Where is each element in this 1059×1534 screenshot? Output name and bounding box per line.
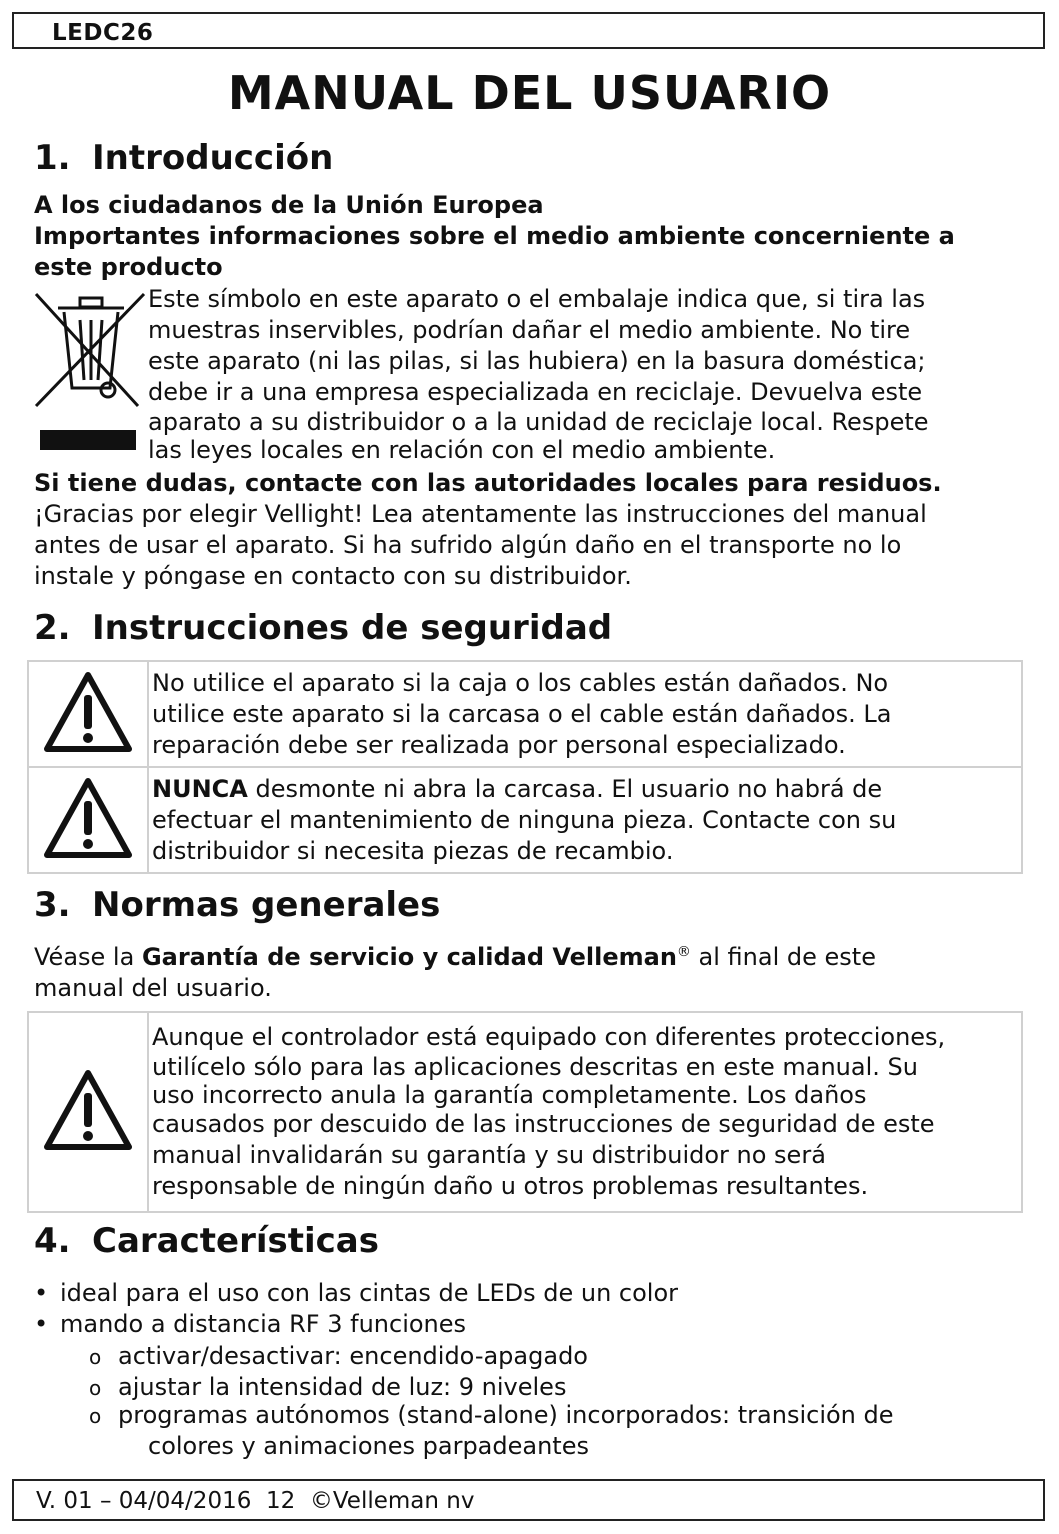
warning-triangle-icon [43,1069,133,1151]
table-row [28,661,1022,767]
warning-line: distribuidor si necesita piezas de recambio. [152,836,674,865]
doubts-note: Si tiene dudas, contacte con las autoridades locales para residuos. [34,469,942,497]
section-heading-features [34,1221,379,1261]
eu-citizens-heading: A los ciudadanos de la Unión Europea [34,191,544,219]
page-title: MANUAL DEL USUARIO [227,66,832,120]
warning-line: Aunque el controlador está equipado con diferentes protecciones, [152,1023,946,1051]
recycle-line: aparato a su distribuidor o a la unidad de reciclaje local. Respete [148,408,929,436]
list-item [34,1309,466,1340]
warning-line: utilícelo sólo para las aplicaciones descritas en este manual. Su [152,1053,918,1081]
footer-text: V. 01 – 04/04/2016 12 ©Velleman nv [36,1488,475,1514]
env-info-heading-line1: Importantes informaciones sobre el medio ambiente concerniente a [34,222,955,250]
list-item-text: activar/desactivar: encendido-apagado [118,1342,588,1370]
warning-line: causados por descuido de las instrucciones de seguridad de este [152,1110,935,1138]
warranty-suffix: al final de este [690,943,876,971]
warranty-line: manual del usuario. [34,974,272,1002]
header-box [12,12,1045,49]
warning-line [152,774,1015,805]
bullet-symbol: • [34,1279,49,1307]
sub-bullet-symbol: o [89,1404,102,1428]
general-warning-table [27,1011,1023,1213]
recycle-line: debe ir a una empresa especializada en reciclaje. Devuelva este [148,378,923,406]
section-title: Introducción [92,138,334,178]
section-title: Instrucciones de seguridad [92,608,613,648]
sub-bullet-symbol: o [89,1345,102,1369]
registered-mark: ® [676,944,691,960]
sub-list-item [89,1341,588,1373]
warning-text [148,767,1022,873]
thanks-line: ¡Gracias por elegir Vellight! Lea atentamente las instrucciones del manual [34,500,927,528]
warning-line-rest: desmonte ni abra la carcasa. El usuario no habrá de [247,774,883,803]
bullet-symbol: • [34,1310,49,1338]
list-item-text: mando a distancia RF 3 funciones [60,1310,467,1338]
warning-line: uso incorrecto anula la garantía completamente. Los daños [152,1081,867,1109]
recycle-line: muestras inservibles, podrían dañar el medio ambiente. No tire [148,316,911,344]
never-emphasis: NUNCA [152,774,248,803]
thanks-line: instale y póngase en contacto con su distribuidor. [34,562,632,590]
warning-text [148,1012,1022,1212]
section-number: 2. [34,608,71,648]
warranty-reference [34,937,876,1004]
env-info-heading-line2: este producto [34,253,223,281]
warranty-prefix: Véase la [34,943,142,971]
warning-triangle-icon [43,777,133,859]
section-title: Características [92,1221,379,1261]
warning-line: responsable de ningún daño u otros problemas resultantes. [152,1172,869,1200]
weee-crossed-bin-icon [34,290,149,460]
warning-text [148,661,1022,767]
sub-list-item [89,1400,894,1432]
section-number: 1. [34,138,71,178]
warning-icon-cell [28,661,148,767]
table-row [28,1012,1022,1212]
section-number: 3. [34,885,71,925]
table-row [28,767,1022,873]
section-title: Normas generales [92,885,441,925]
warning-line: reparación debe ser realizada por personal especializado. [152,730,846,759]
warning-icon-cell [28,767,148,873]
warning-triangle-icon [43,671,133,753]
warranty-line [34,937,876,973]
section-heading-safety [34,608,612,648]
recycle-line: las leyes locales en relación con el medio ambiente. [148,436,776,464]
thanks-paragraph [34,499,927,592]
recycle-paragraph [148,284,929,464]
warning-line: efectuar el mantenimiento de ninguna pieza. Contacte con su [152,805,897,834]
section-number: 4. [34,1221,71,1261]
recycle-line: Este símbolo en este aparato o el embalaje indica que, si tira las [148,285,926,313]
sub-bullet-symbol: o [89,1376,102,1400]
list-item [34,1278,678,1309]
list-item-text: ajustar la intensidad de luz: 9 niveles [118,1373,567,1401]
recycle-line: este aparato (ni las pilas, si las hubiera) en la basura doméstica; [148,347,926,375]
list-item-text: ideal para el uso con las cintas de LEDs de un color [60,1279,679,1307]
warning-line: manual invalidarán su garantía y su distribuidor no será [152,1141,826,1169]
safety-warnings-table [27,660,1023,874]
thanks-line: antes de usar el aparato. Si ha sufrido algún daño en el transporte no lo [34,531,902,559]
model-label: LEDC26 [52,20,154,46]
section-heading-general [34,885,440,925]
warranty-bold: Garantía de servicio y calidad Velleman [141,943,677,971]
sub-list-item-continuation: colores y animaciones parpadeantes [148,1432,589,1460]
warning-line: No utilice el aparato si la caja o los cables están dañados. No [152,668,889,697]
warning-line: utilice este aparato si la carcasa o el cable están dañados. La [152,699,892,728]
footer-box [12,1479,1045,1521]
warning-icon-cell [28,1012,148,1212]
list-item-text: programas autónomos (stand-alone) incorporados: transición de [118,1401,894,1429]
section-heading-intro [34,138,333,178]
